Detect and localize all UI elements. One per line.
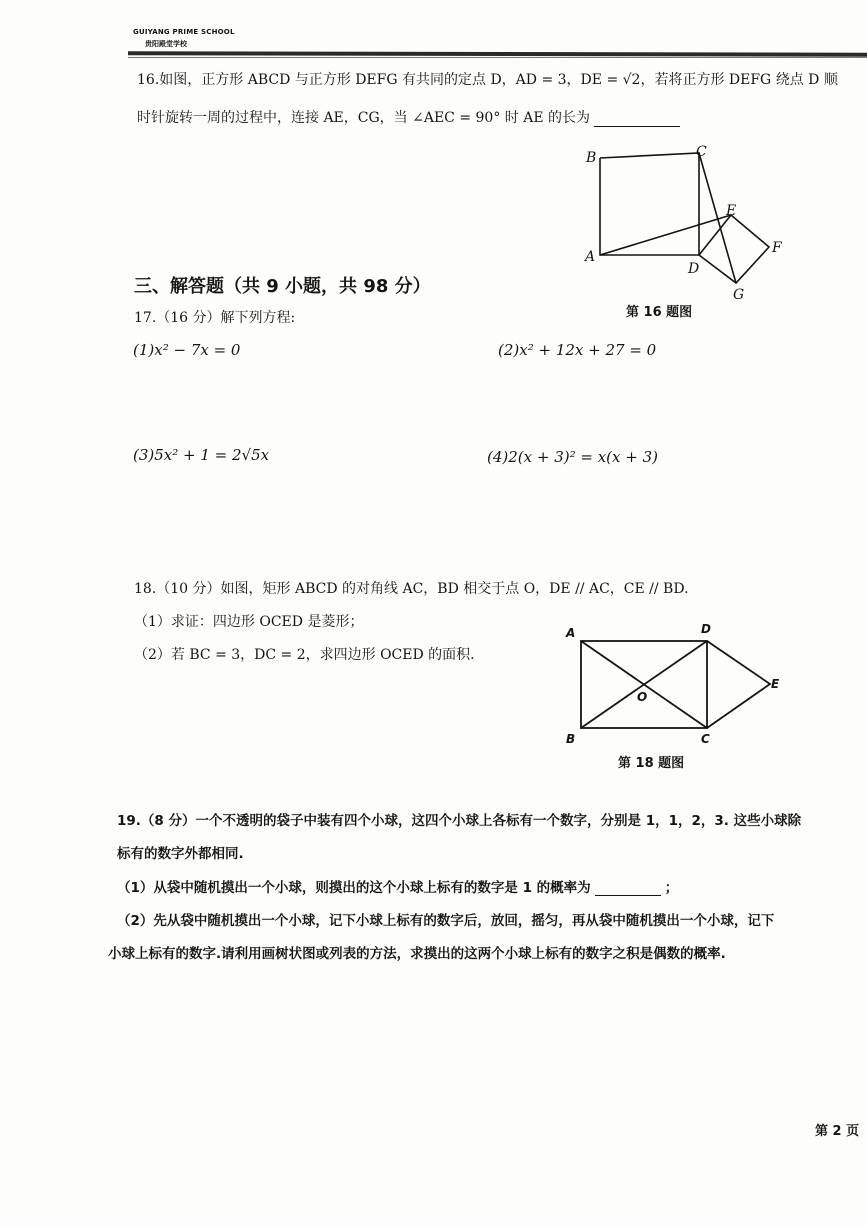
q17-eq1: (1)x² − 7x = 0 <box>133 341 241 359</box>
q17-eq3: (3)5x² + 1 = 2√5x <box>133 446 270 464</box>
section-title: 三、解答题（共 9 小题，共 98 分） <box>134 276 431 297</box>
segment-ae <box>600 215 731 255</box>
q16-label-c: C <box>696 144 707 160</box>
q16-caption: 第 16 题图 <box>626 305 693 320</box>
q19-part1 <box>117 880 678 896</box>
page-number: 第 2 页 <box>815 1124 860 1139</box>
q16-label-e: E <box>726 203 737 219</box>
q18-label-e: E <box>771 677 780 691</box>
header-rule <box>128 51 867 57</box>
q19-part1-text: （1）从袋中随机摸出一个小球，则摸出的这个小球上标有的数字是 1 的概率为 <box>117 880 591 896</box>
q16-label-a: A <box>585 249 596 265</box>
q16-line2 <box>137 110 680 127</box>
q19-part1-end: ； <box>664 880 679 896</box>
q19-part2-line1: （2）先从袋中随机摸出一个小球，记下小球上标有的数字后，放回，摇匀，再从袋中随机摸出一个小球，记下 <box>117 913 775 929</box>
q19-line1: 19.（8 分）一个不透明的袋子中装有四个小球，这四个小球上各标有一个数字，分别是 1，1，2，3. 这些小球除 <box>117 813 802 829</box>
q18-part2: （2）若 BC = 3，DC = 2，求四边形 OCED 的面积. <box>134 647 475 663</box>
q16-label-g: G <box>733 287 745 303</box>
q16-label-f: F <box>772 240 782 256</box>
q19-answer-blank <box>595 881 661 896</box>
q19-line2: 标有的数字外都相同. <box>117 846 244 862</box>
q16-line2-text: 时针旋转一周的过程中，连接 AE，CG，当 ∠AEC = 90° 时 AE 的长为 <box>137 110 591 126</box>
school-name-en: GUIYANG PRIME SCHOOL <box>133 28 235 36</box>
q16-figure <box>575 138 795 313</box>
q18-label-c: C <box>701 732 710 746</box>
q18-caption: 第 18 题图 <box>618 756 685 771</box>
q19-part2-line2: 小球上标有的数字.请利用画树状图或列表的方法，求摸出的这两个小球上标有的数字之积是偶数的概率. <box>108 946 726 962</box>
segments-de-ce <box>707 641 770 728</box>
q18-figure <box>555 615 800 750</box>
q18-label-o: O <box>637 690 648 704</box>
header-rule-thin <box>128 57 867 58</box>
square-defg <box>699 215 769 283</box>
q18-label-b: B <box>566 732 576 746</box>
q17-eq2: (2)x² + 12x + 27 = 0 <box>498 341 657 359</box>
q16-answer-blank <box>594 112 680 127</box>
q18-label-a: A <box>566 626 576 640</box>
q17-stem: 17.（16 分）解下列方程: <box>134 310 296 326</box>
q16-line1: 16.如图，正方形 ABCD 与正方形 DEFG 有共同的定点 D，AD = 3，DE = √2，若将正方形 DEFG 绕点 D 顺 <box>137 72 838 88</box>
q16-label-b: B <box>586 150 597 166</box>
school-name-cn: 贵阳殿堂学校 <box>145 40 187 48</box>
q16-label-d: D <box>688 261 700 277</box>
q17-eq4: (4)2(x + 3)² = x(x + 3) <box>487 448 658 466</box>
q18-part1: （1）求证：四边形 OCED 是菱形； <box>134 614 364 630</box>
q18-label-d: D <box>701 622 711 636</box>
q18-stem: 18.（10 分）如图，矩形 ABCD 的对角线 AC，BD 相交于点 O，DE // AC，CE // BD. <box>134 581 689 597</box>
